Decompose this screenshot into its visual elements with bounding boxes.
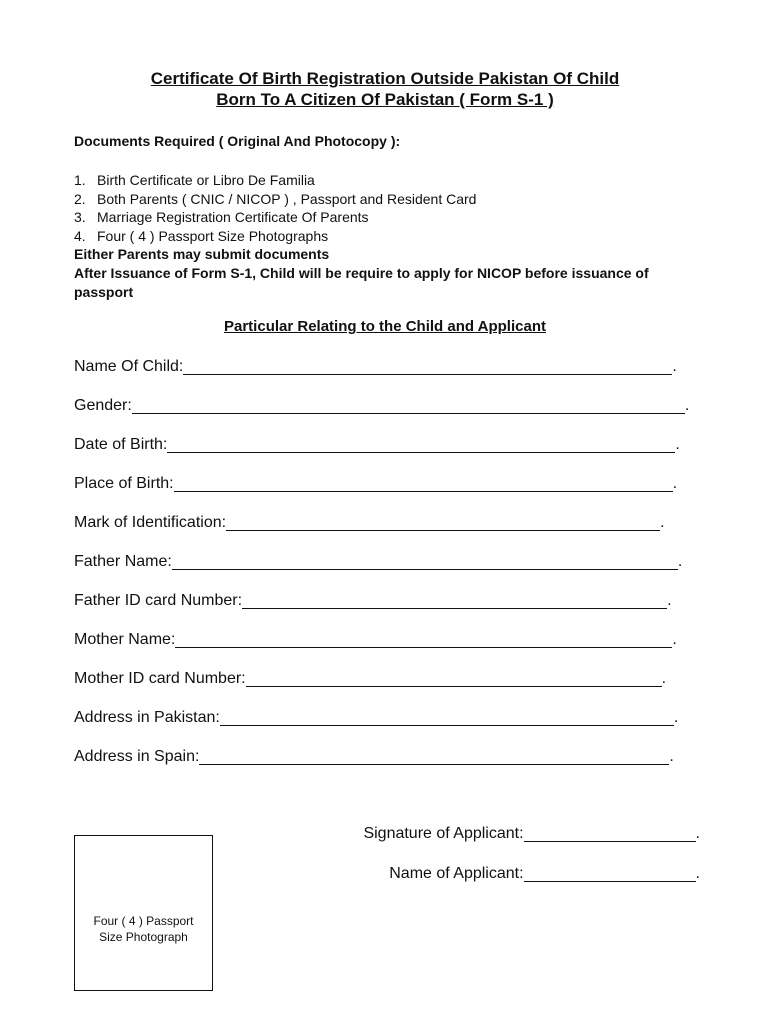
- field-input-line[interactable]: [175, 630, 672, 648]
- list-item-text: Marriage Registration Certificate Of Parents: [97, 209, 369, 225]
- mother-name-field[interactable]: [74, 629, 714, 668]
- applicant-fields: [74, 356, 714, 785]
- photo-caption-line-1: Four ( 4 ) Passport: [93, 914, 194, 928]
- field-input-line[interactable]: [167, 435, 675, 453]
- field-input-line[interactable]: [132, 396, 685, 414]
- list-item-text: Both Parents ( CNIC / NICOP ) , Passport and Resident Card: [97, 190, 477, 207]
- list-item: [74, 171, 476, 190]
- passport-photo-box: [74, 835, 213, 991]
- field-input-line[interactable]: [183, 357, 672, 375]
- name-of-applicant-field[interactable]: [300, 863, 700, 903]
- field-label: Mother Name:: [74, 631, 176, 648]
- title-line-2: Born To A Citizen Of Pakistan ( Form S-1 ): [216, 90, 554, 109]
- field-input-line[interactable]: [220, 708, 674, 726]
- field-label: Date of Birth:: [74, 436, 168, 453]
- list-item: [74, 227, 476, 246]
- field-terminator: .: [684, 397, 690, 414]
- date-of-birth-field[interactable]: [74, 434, 714, 473]
- photo-caption-line-2: Size Photograph: [99, 930, 188, 944]
- list-item-number: 3.: [74, 209, 86, 225]
- field-terminator: .: [675, 436, 680, 453]
- mark-of-identification-field[interactable]: [74, 512, 714, 551]
- field-label: Father ID card Number:: [74, 592, 243, 609]
- field-input-line[interactable]: [246, 669, 662, 687]
- field-input-line[interactable]: [172, 552, 678, 570]
- section-heading: Particular Relating to the Child and Applicant: [224, 318, 546, 335]
- title-line-1: Certificate Of Birth Registration Outside Pakistan Of Child: [150, 69, 620, 88]
- field-terminator: .: [667, 592, 672, 609]
- field-label: Name Of Child:: [74, 358, 184, 375]
- signature-block: [300, 823, 700, 903]
- field-terminator: .: [695, 825, 700, 842]
- field-input-line[interactable]: [174, 474, 673, 492]
- address-spain-field[interactable]: [74, 746, 714, 785]
- list-item: [74, 190, 476, 209]
- field-label: Father Name:: [74, 553, 172, 570]
- field-terminator: .: [695, 865, 700, 882]
- form-title: [0, 68, 770, 110]
- field-input-line[interactable]: [226, 513, 660, 531]
- field-label: Address in Pakistan:: [74, 709, 220, 726]
- field-terminator: .: [677, 553, 683, 570]
- field-terminator: .: [669, 748, 674, 765]
- list-item-number: 1.: [74, 172, 86, 188]
- field-terminator: .: [672, 475, 678, 492]
- mother-id-card-field[interactable]: [74, 668, 714, 707]
- list-item-text: Birth Certificate or Libro De Familia: [97, 172, 315, 188]
- field-input-line[interactable]: [242, 591, 667, 609]
- field-label: Name of Applicant:: [389, 865, 524, 882]
- place-of-birth-field[interactable]: [74, 473, 714, 512]
- field-terminator: .: [673, 709, 679, 726]
- list-item-number: 4.: [74, 227, 86, 244]
- field-terminator: .: [661, 670, 667, 687]
- field-label: Gender:: [74, 397, 132, 414]
- field-input-line[interactable]: [199, 747, 669, 765]
- field-label: Address in Spain:: [74, 748, 200, 765]
- father-id-card-field[interactable]: [74, 590, 714, 629]
- field-label: Mark of Identification:: [74, 514, 227, 531]
- field-label: Mother ID card Number:: [74, 670, 246, 687]
- name-of-child-field[interactable]: [74, 356, 714, 395]
- list-item-number: 2.: [74, 190, 86, 207]
- signature-of-applicant-field[interactable]: [300, 823, 700, 863]
- gender-field[interactable]: [74, 395, 714, 434]
- list-item-text: Four ( 4 ) Passport Size Photographs: [97, 227, 329, 244]
- name-input-line[interactable]: [524, 864, 696, 882]
- documents-heading: Documents Required ( Original And Photocopy ):: [74, 133, 401, 149]
- signature-input-line[interactable]: [524, 824, 696, 842]
- address-pakistan-field[interactable]: [74, 707, 714, 746]
- note-either-parents: Either Parents may submit documents: [74, 246, 330, 262]
- father-name-field[interactable]: [74, 551, 714, 590]
- field-terminator: .: [672, 358, 677, 375]
- field-label: Signature of Applicant:: [363, 825, 524, 842]
- field-label: Place of Birth:: [74, 475, 174, 492]
- list-item: [74, 208, 476, 227]
- documents-list: [74, 171, 476, 245]
- photo-box-caption: [75, 913, 212, 945]
- field-terminator: .: [660, 514, 665, 531]
- note-nicop: After Issuance of Form S-1, Child will be require to apply for NICOP before issuance of passport: [74, 265, 649, 300]
- field-terminator: .: [672, 631, 677, 648]
